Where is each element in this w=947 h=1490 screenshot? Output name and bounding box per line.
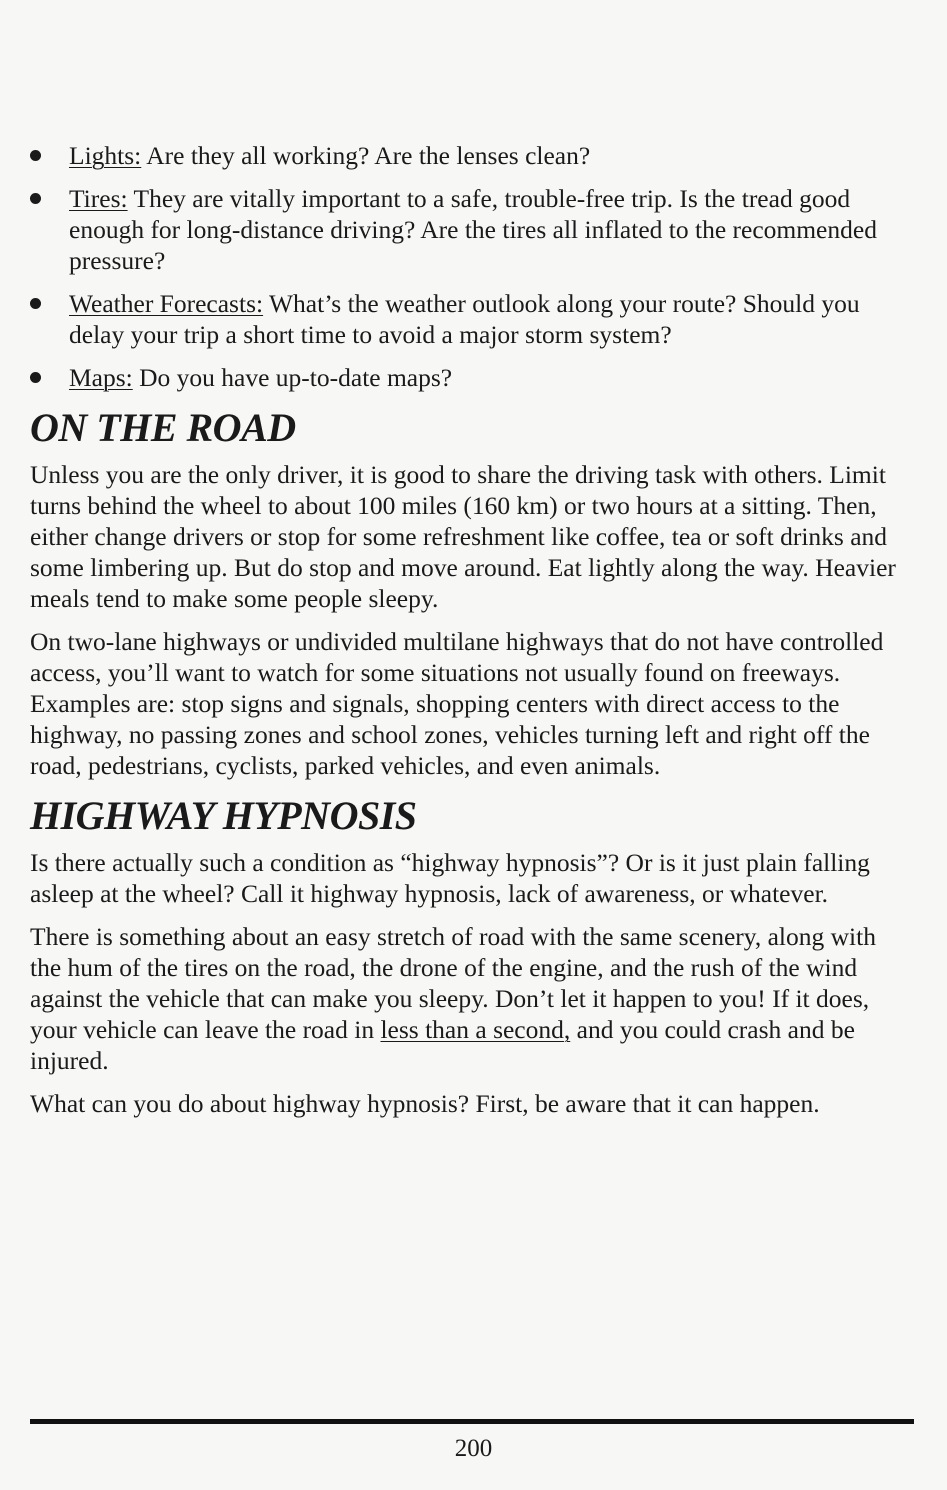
bullet-icon: [30, 150, 41, 161]
bullet-icon: [30, 193, 41, 204]
trip-checklist: [30, 140, 910, 393]
paragraph-text: There is something about an easy stretch of road with the same scenery, along with the hum of the tires on the road, the drone of the engine, and the rush of the wind against the vehicle that can make you sleepy. Don’t let it happen to you! If it does, your vehicle can leave the road in: [30, 922, 876, 1044]
page-number: 200: [454, 1435, 493, 1462]
on-the-road-paragraph-2: On two-lane highways or undivided multilane highways that do not have controlled access, you’ll want to watch for some situations not usually found on freeways. Examples are: stop signs and signals, shopping centers with direct access to the highway, no passing zones and school zones, vehicles turning left and right off the road, pedestrians, cyclists, parked vehicles, and even animals.: [30, 627, 884, 780]
bullet-icon: [30, 298, 41, 309]
highway-hypnosis-paragraph-3: What can you do about highway hypnosis? First, be aware that it can happen.: [30, 1089, 820, 1118]
checklist-term: Weather Forecasts:: [69, 289, 264, 318]
checklist-text: Do you have up-to-date maps?: [132, 363, 453, 392]
highway-hypnosis-heading: HIGHWAY HYPNOSIS: [30, 793, 417, 838]
highway-hypnosis-paragraph-2: [30, 921, 910, 1076]
checklist-text: What’s the weather outlook along your route? Should you delay your trip a short time to avoid a major storm system?: [69, 289, 860, 349]
paragraph-text: and you could crash and be injured.: [30, 1015, 855, 1075]
page-content: [30, 140, 910, 1131]
list-item: [30, 140, 910, 171]
on-the-road-heading: ON THE ROAD: [30, 405, 296, 450]
checklist-term: Tires:: [69, 184, 128, 213]
bullet-icon: [30, 372, 41, 383]
checklist-text: Are they all working? Are the lenses clean?: [141, 141, 591, 170]
highway-hypnosis-paragraph-1: Is there actually such a condition as “highway hypnosis”? Or is it just plain falling asleep at the wheel? Call it highway hypnosis, lack of awareness, or whatever.: [30, 848, 870, 908]
emphasis-text: less than a second,: [380, 1015, 571, 1044]
checklist-term: Lights:: [69, 141, 142, 170]
checklist-term: Maps:: [69, 363, 133, 392]
list-item: [30, 362, 910, 393]
on-the-road-paragraph-1: Unless you are the only driver, it is good to share the driving task with others. Limit turns behind the wheel to about 100 miles (160 km) or two hours at a sitting. Then, either change drivers or stop for some refreshment like coffee, tea or soft drinks and some limbering up. But do stop and move around. Eat lightly along the way. Heavier meals tend to make some people sleepy.: [30, 460, 896, 613]
list-item: [30, 288, 910, 350]
footer-rule: [30, 1419, 914, 1424]
list-item: [30, 183, 910, 276]
checklist-text: They are vitally important to a safe, trouble-free trip. Is the tread good enough for long-distance driving? Are the tires all inflated to the recommended pressure?: [69, 184, 877, 275]
